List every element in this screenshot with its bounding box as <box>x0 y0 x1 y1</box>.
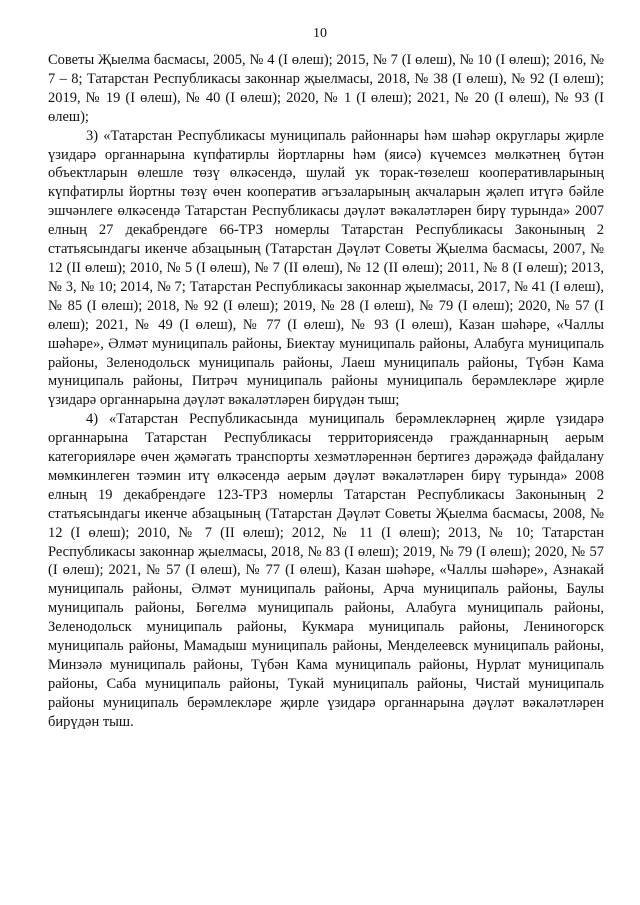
paragraph-item-4: 4) «Татарстан Республикасында муниципаль берәмлекләрнең җирле үзидарә органнарына Татарстан Республикасы территориясендә гражданнарның аерым категорияләре өчен җәмәгать транспорты хезмәтләреннән бертигез дәрәҗәдә файдалану мөмкинлеген тәэмин итү өлкәсендә аерым дәүләт вәкаләтләрен бирү турында» 2008 елның 19 декабрендәге 123-ТРЗ номерлы Татарстан Республикасы Законының 2 статьясындагы икенче абзацының (Татарстан Дәүләт Советы Җыелма басмасы, 2008, № 12 (I өлеш); 2010, № 7 (II өлеш); 2012, № 11 (I өлеш); 2013, № 10; Татарстан Республикасы законнар җыелмасы, 2018, № 83 (I өлеш); 2019, № 79 (I өлеш); 2020, № 57 (I өлеш); 2021, № 57 (I өлеш), № 77 (I өлеш), Казан шәһәре, «Чаллы шәһәре», Азнакай муниципаль районы, Әлмәт муниципаль районы, Арча муниципаль районы, Баулы муниципаль районы, Бөгелмә муниципаль районы, Алабуга муниципаль районы, Зеленодольск муниципаль районы, Кукмара муниципаль районы, Лениногорск муниципаль районы, Мамадыш муниципаль районы, Менделеевск муниципаль районы, Минзәлә муниципаль районы, Түбән Кама муниципаль районы, Нурлат муниципаль районы, Саба муниципаль районы, Тукай муниципаль районы, Чистай муниципаль районы муниципаль берәмлекләре җирле үзидарә органнарына дәүләт вәкаләтләрен бирүдән тыш. <box>48 411 604 730</box>
paragraph-item-3: 3) «Татарстан Республикасы муниципаль районнары һәм шәһәр округлары җирле үзидарә органнарына күпфатирлы йортларны һәм (яисә) күчемсез мөлкәтнең бүтән объектларын өлешле төзү өлкәсендә, шулай ук торак-төзелеш кооперативларының күпфатирлы йортны төзү өчен кооператив әгъзаларының акчаларын җәлеп итүгә бәйле эшчәнлеге өлкәсендә Татарстан Республикасы дәүләт вәкаләтләрен бирү турында» 2007 елның 27 декабрендәге 66-ТРЗ номерлы Татарстан Республикасы Законының 2 статьясындагы икенче абзацының (Татарстан Дәүләт Советы Җыелма басмасы, 2007, № 12 (II өлеш); 2010, № 5 (I өлеш), № 7 (II өлеш), № 12 (II өлеш); 2011, № 8 (I өлеш); 2013, № 3, № 10; 2014, № 7; Татарстан Республикасы законнар җыелмасы, 2017, № 41 (I өлеш), № 85 (I өлеш); 2018, № 92 (I өлеш); 2019, № 28 (I өлеш), № 79 (I өлеш); 2020, № 57 (I өлеш); 2021, № 49 (I өлеш), № 77 (I өлеш), № 93 (I өлеш), Казан шәһәре, «Чаллы шәһәре», Әлмәт муниципаль районы, Биектау муниципаль районы, Алабуга муниципаль районы, Зеленодольск муниципаль районы, Лаеш муниципаль районы, Түбән Кама муниципаль районы, Питрәч муниципаль районы муниципаль берәмлекләре җирле үзидарә органнарына дәүләт вәкаләтләрен бирүдән тыш; <box>48 127 604 409</box>
page-number: 10 <box>313 26 327 41</box>
document-body <box>48 51 604 732</box>
paragraph-continuation: Советы Җыелма басмасы, 2005, № 4 (I өлеш); 2015, № 7 (I өлеш), № 10 (I өлеш); 2016, № 7 – 8; Татарстан Республикасы законнар җыелмасы, 2018, № 38 (I өлеш), № 92 (I өлеш); 2019, № 19 (I өлеш), № 40 (I өлеш); 2020, № 1 (I өлеш); 2021, № 20 (I өлеш), № 93 (I өлеш); <box>48 52 604 125</box>
